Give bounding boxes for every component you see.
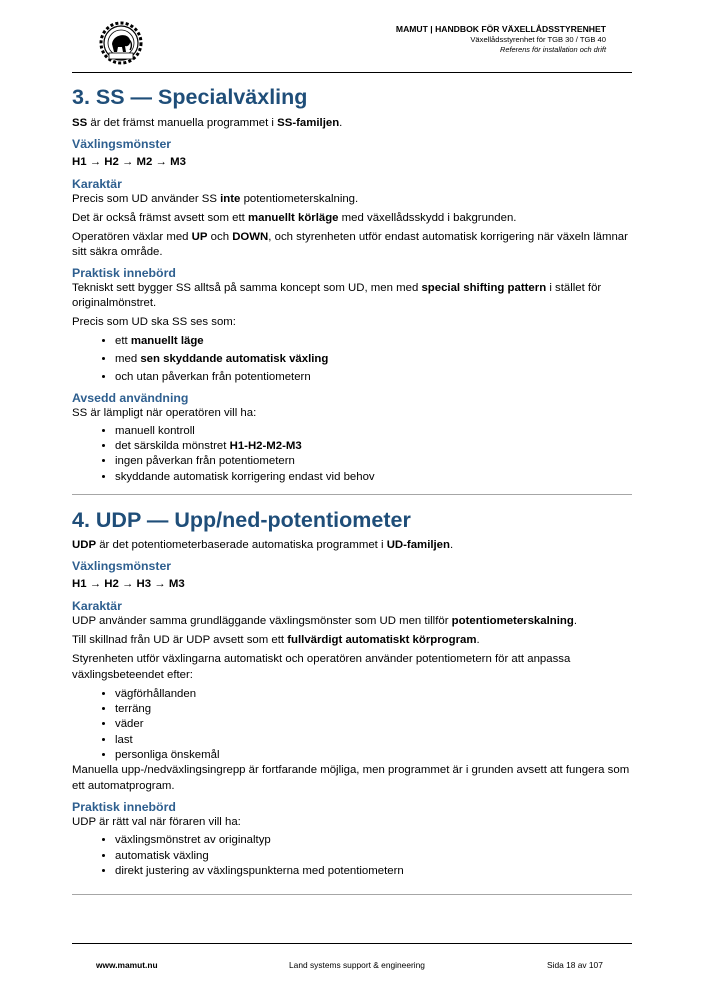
section-4-practical-list <box>72 833 632 879</box>
header-title: MAMUT | HANDBOK FÖR VÄXELLÅDSSTYRENHET <box>395 24 606 34</box>
list-item: • väder <box>115 717 632 732</box>
section-4-pattern: H1 → H2 → H3 → M3 <box>72 578 185 591</box>
list-item: • skyddande automatisk korrigering endast vid behov <box>115 470 632 485</box>
list-item: • direkt justering av växlingspunkterna med potentiometern <box>115 864 632 879</box>
footer-page-number: Sida 18 av 107 <box>547 960 603 970</box>
list-item: • last <box>115 733 632 748</box>
section-3-practical-text: Tekniskt sett bygger SS alltså på samma koncept som UD, men med special shifting pattern i stället för originalmönstret. <box>72 281 602 310</box>
list-item: • det särskilda mönstret H1-H2-M2-M3 <box>115 439 632 454</box>
section-3-seen-as: Precis som UD ska SS ses som: <box>72 316 236 329</box>
list-item: • automatisk växling <box>115 849 632 864</box>
section-4-intro: UDP är det potentiometerbaserade automatiska programmet i UD-familjen. <box>72 539 454 552</box>
list-item: • personliga önskemål <box>115 748 632 763</box>
section-4-character-text <box>72 614 632 683</box>
page-header <box>72 16 632 72</box>
list-item: • ett manuellt läge <box>115 334 632 349</box>
section-3-usage-list <box>72 424 632 485</box>
section-3-seen-as-list <box>72 334 632 386</box>
paragraph: UDP använder samma grundläggande växlingsmönster som UD men tillför potentiometerskalning. <box>72 614 577 627</box>
header-reference: Referens för installation och drift <box>500 45 606 54</box>
section-4-heading: 4. UDP — Upp/ned-potentiometer <box>72 508 411 533</box>
paragraph: Till skillnad från UD är UDP avsett som ett fullvärdigt automatiskt körprogram. <box>72 633 480 646</box>
section-3-practical-heading: Praktisk innebörd <box>72 265 176 280</box>
mamut-gear-logo-icon <box>96 20 146 66</box>
section-3-pattern-heading: Växlingsmönster <box>72 137 172 152</box>
list-item: • terräng <box>115 702 632 717</box>
header-divider <box>72 72 632 73</box>
section-3-character-heading: Karaktär <box>72 176 122 191</box>
section-3-intro: SS är det främst manuella programmet i SS-familjen. <box>72 117 343 129</box>
footer-divider <box>72 943 632 944</box>
footer-website: www.mamut.nu <box>96 960 158 970</box>
section-3-usage-heading: Avsedd användning <box>72 390 189 405</box>
section-4-practical-intro: UDP är rätt val när föraren vill ha: <box>72 815 241 828</box>
section-end-divider <box>72 894 632 895</box>
section-4-manual-note: Manuella upp-/nedväxlingsingrepp är fortfarande möjliga, men programmet är i grunden avsett att fungera som ett automatprogram. <box>72 764 630 792</box>
header-subtitle: Växellådsstyrenhet för TGB 30 / TGB 40 <box>470 35 606 44</box>
section-4-character-heading: Karaktär <box>72 598 122 613</box>
paragraph: Operatören växlar med UP och DOWN, och styrenheten utför endast automatisk korrigering när växeln lämnar sitt säkra område. <box>72 231 628 259</box>
paragraph: Det är också främst avsett som ett manuellt körläge med växellådsskydd i bakgrunden. <box>72 211 517 224</box>
list-item: • vägförhållanden <box>115 687 632 702</box>
footer-tagline: Land systems support & engineering <box>289 960 425 970</box>
section-3-pattern: H1 → H2 → M2 → M3 <box>72 156 186 169</box>
list-item: • manuell kontroll <box>115 424 632 439</box>
paragraph: Precis som UD använder SS inte potentiometerskalning. <box>72 192 359 205</box>
section-4-factor-list <box>72 687 632 763</box>
paragraph: Styrenheten utför växlingarna automatiskt och operatören använder potentiometern för att anpassa växlingsbeteendet efter: <box>72 653 571 681</box>
section-3-character-text <box>72 192 632 261</box>
page-content <box>72 80 632 895</box>
list-item: • och utan påverkan från potentiometern <box>115 370 632 385</box>
section-3-heading: 3. SS — Specialväxling <box>72 85 308 109</box>
list-item: • med sen skyddande automatisk växling <box>115 352 632 367</box>
section-4-pattern-heading: Växlingsmönster <box>72 559 172 574</box>
section-4-practical-heading: Praktisk innebörd <box>72 799 176 814</box>
list-item: • växlingsmönstret av originaltyp <box>115 833 632 848</box>
section-divider <box>72 494 632 495</box>
section-3-usage-intro: SS är lämpligt när operatören vill ha: <box>72 406 257 419</box>
list-item: • ingen påverkan från potentiometern <box>115 454 632 469</box>
